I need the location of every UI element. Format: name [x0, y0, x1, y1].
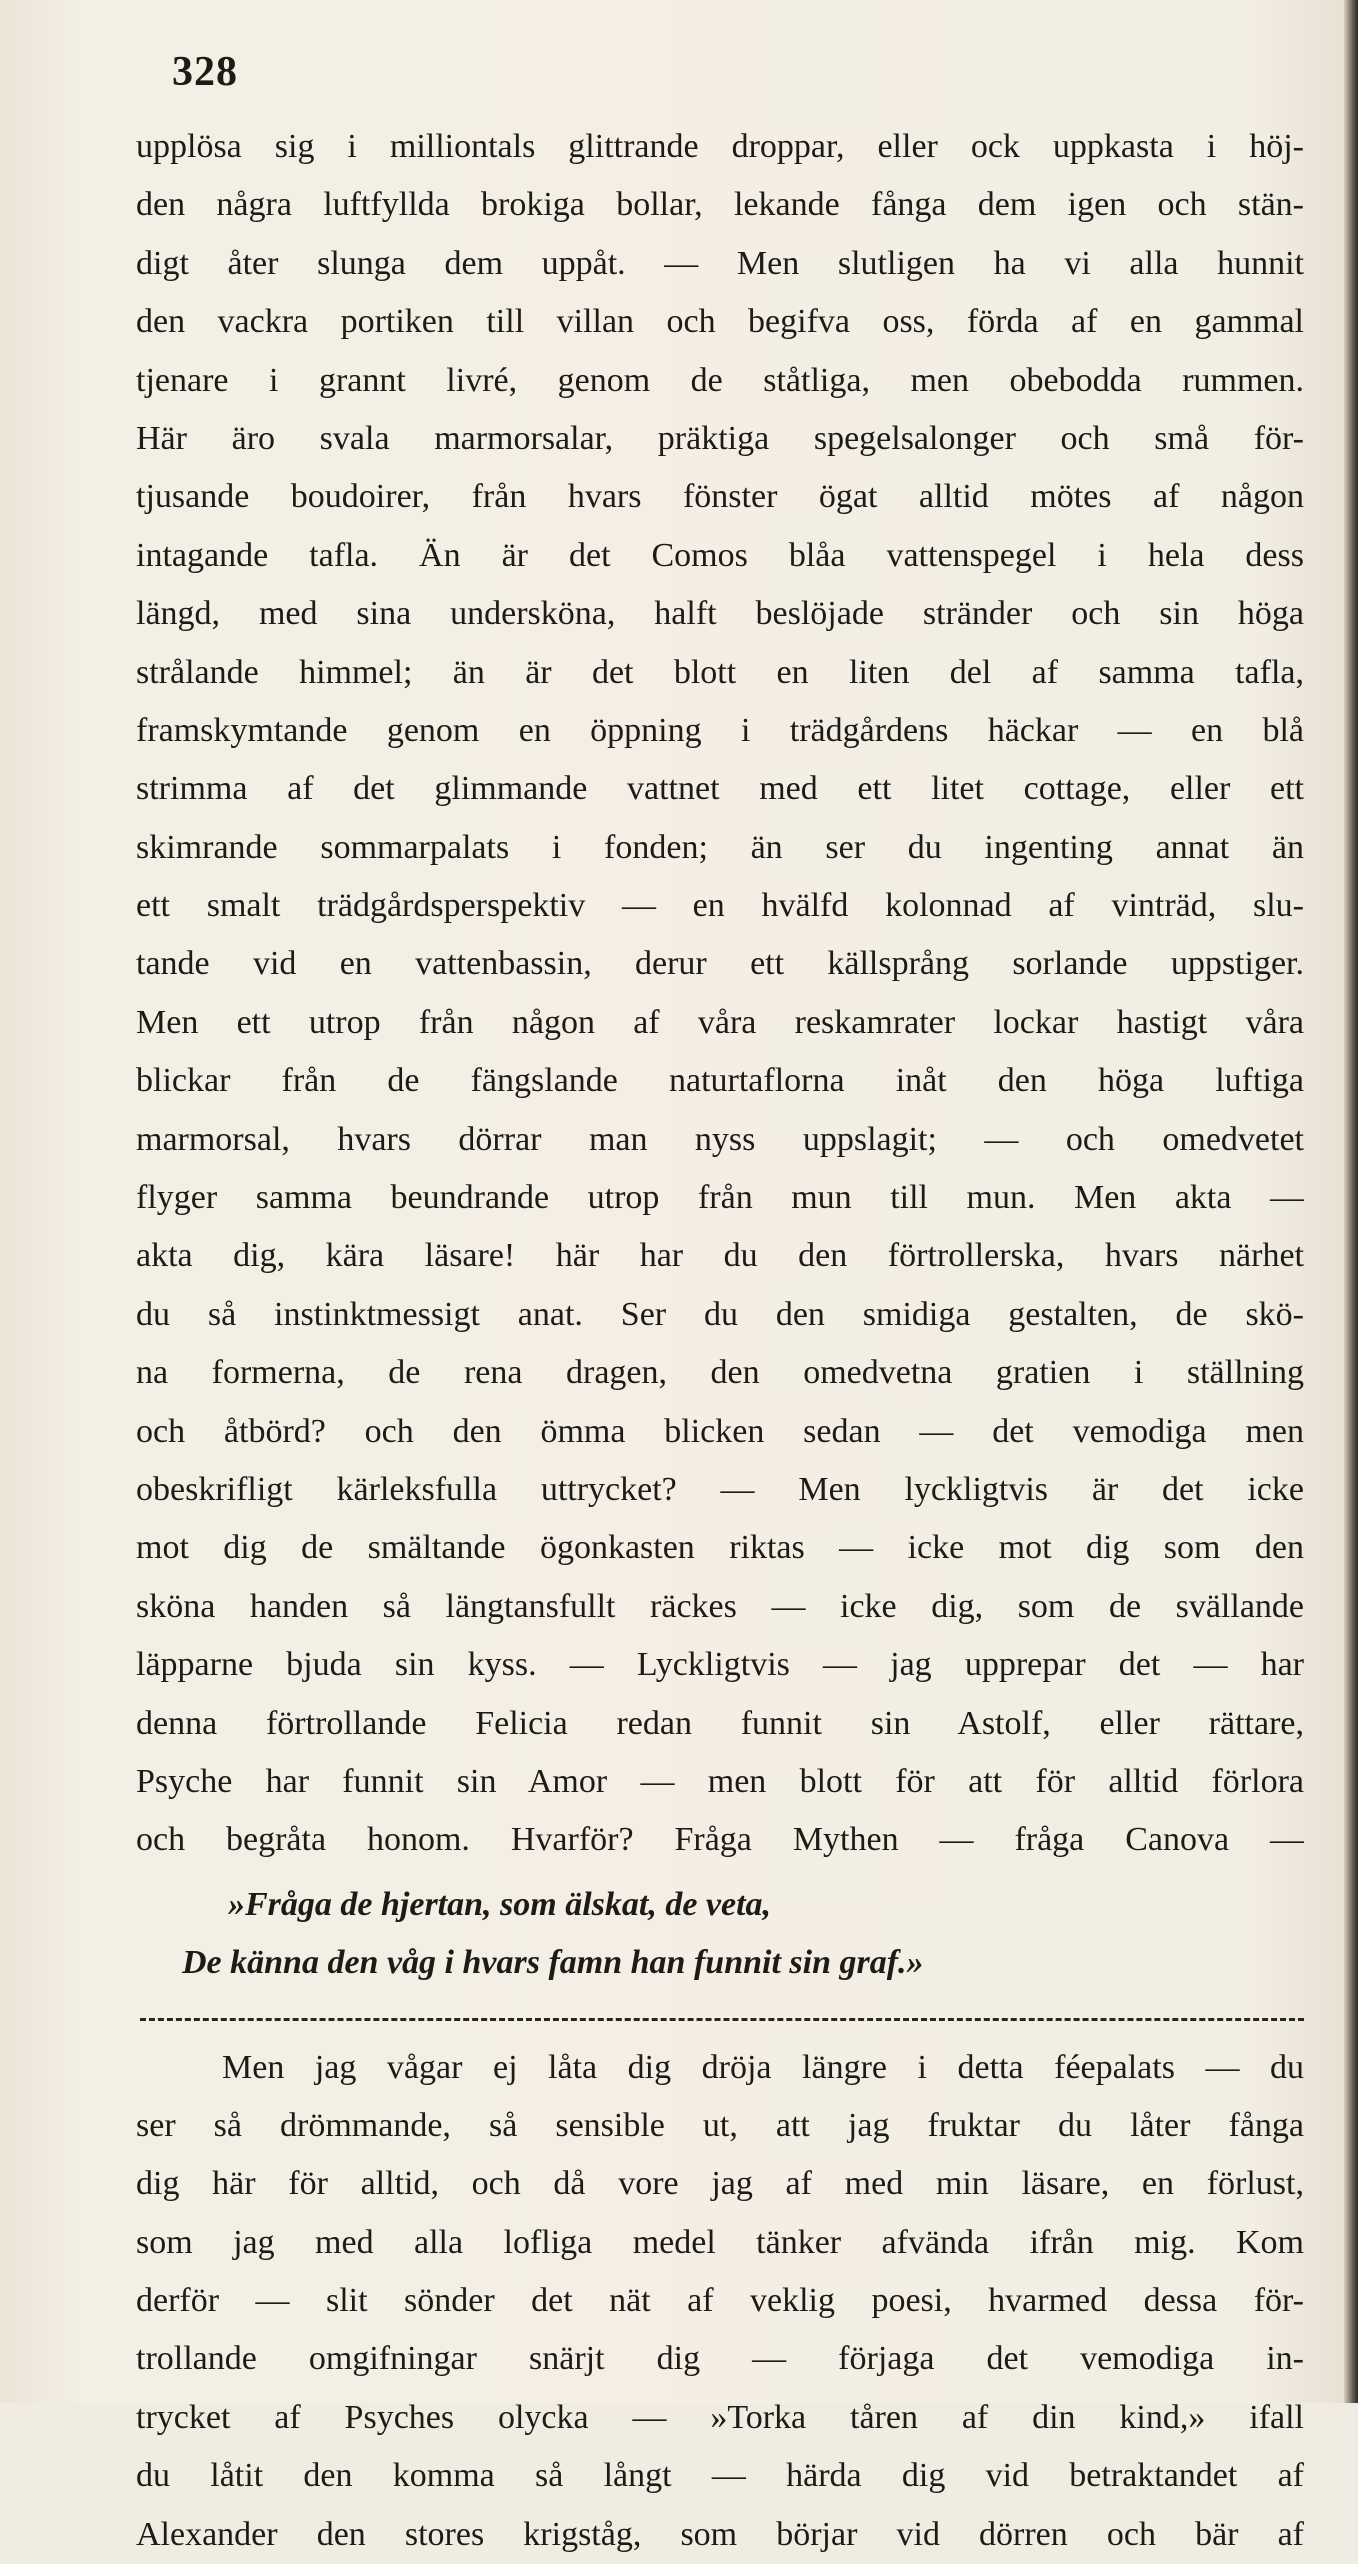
text-line: mot dig de smältande ögonkasten riktas — icke mot dig som den — [136, 1519, 1304, 1577]
page-text — [136, 118, 1304, 2564]
text-line: upplösa sig i milliontals glittrande droppar, eller ock uppkasta i höj- — [136, 118, 1304, 176]
text-line: den vackra portiken till villan och begifva oss, förda af en gammal — [136, 293, 1304, 351]
text-line: framskymtande genom en öppning i trädgårdens häckar — en blå — [136, 702, 1304, 760]
text-line: Psyche har funnit sin Amor — men blott för att för alltid förlora — [136, 1753, 1304, 1811]
text-line: den några luftfyllda brokiga bollar, lekande fånga dem igen och stän- — [136, 176, 1304, 234]
text-line: derför — slit sönder det nät af veklig poesi, hvarmed dessa för- — [136, 2272, 1304, 2330]
text-line: trollande omgifningar snärjt dig — förjaga det vemodiga in- — [136, 2330, 1304, 2388]
text-line: dig här för alltid, och då vore jag af med min läsare, en förlust, — [136, 2155, 1304, 2213]
text-line: du låtit den komma så långt — härda dig vid betraktandet af — [136, 2447, 1304, 2505]
text-line: obeskrifligt kärleksfulla uttrycket? — Men lyckligtvis är det icke — [136, 1461, 1304, 1519]
text-line: som jag med alla lofliga medel tänker afvända ifrån mig. Kom — [136, 2214, 1304, 2272]
text-line: tjenare i grannt livré, genom de ståtliga, men obebodda rummen. — [136, 352, 1304, 410]
text-line: tjusande boudoirer, från hvars fönster ögat alltid mötes af någon — [136, 468, 1304, 526]
text-line: intagande tafla. Än är det Comos blåa vattenspegel i hela dess — [136, 527, 1304, 585]
text-line: du så instinktmessigt anat. Ser du den smidiga gestalten, de skö- — [136, 1286, 1304, 1344]
text-line: denna förtrollande Felicia redan funnit sin Astolf, eller rättare, — [136, 1695, 1304, 1753]
text-line: längd, med sina undersköna, halft beslöjade stränder och sin höga — [136, 585, 1304, 643]
paragraph-1 — [136, 118, 1304, 1870]
text-line: och åtbörd? och den ömma blicken sedan — det vemodiga men — [136, 1403, 1304, 1461]
text-line: sköna handen så längtansfullt räckes — icke dig, som de svällande — [136, 1578, 1304, 1636]
text-line: Alexander den stores krigståg, som börjar vid dörren och bär af — [136, 2506, 1304, 2564]
text-line: läpparne bjuda sin kyss. — Lyckligtvis — jag upprepar det — har — [136, 1636, 1304, 1694]
text-line: strålande himmel; än är det blott en liten del af samma tafla, — [136, 644, 1304, 702]
text-line: ser så drömmande, så sensible ut, att jag fruktar du låter fånga — [136, 2097, 1304, 2155]
poem-line: »Fråga de hjertan, som älskat, de veta, — [136, 1876, 1304, 1934]
text-line: digt åter slunga dem uppåt. — Men slutligen ha vi alla hunnit — [136, 235, 1304, 293]
text-line: Men ett utrop från någon af våra reskamrater lockar hastigt våra — [136, 994, 1304, 1052]
text-line: akta dig, kära läsare! här har du den förtrollerska, hvars närhet — [136, 1227, 1304, 1285]
text-line: Här äro svala marmorsalar, präktiga spegelsalonger och små för- — [136, 410, 1304, 468]
paragraph-2 — [136, 2039, 1304, 2564]
page-edge-shadow — [1344, 0, 1358, 2403]
text-line: blickar från de fängslande naturtaflorna inåt den höga luftiga — [136, 1052, 1304, 1110]
text-line: ett smalt trädgårdsperspektiv — en hvälfd kolonnad af vinträd, slu- — [136, 877, 1304, 935]
text-line: marmorsal, hvars dörrar man nyss uppslagit; — och omedvetet — [136, 1111, 1304, 1169]
poem-line: De känna den våg i hvars famn han funnit sin graf.» — [136, 1934, 1304, 1992]
text-line: flyger samma beundrande utrop från mun till mun. Men akta — — [136, 1169, 1304, 1227]
text-line: Men jag vågar ej låta dig dröja längre i detta féepalats — du — [136, 2039, 1304, 2097]
page-number: 328 — [172, 48, 238, 96]
text-line: skimrande sommarpalats i fonden; än ser du ingenting annat än — [136, 819, 1304, 877]
text-line: tande vid en vattenbassin, derur ett källsprång sorlande uppstiger. — [136, 935, 1304, 993]
text-line: strimma af det glimmande vattnet med ett litet cottage, eller ett — [136, 760, 1304, 818]
text-line: och begråta honom. Hvarför? Fråga Mythen — fråga Canova — — [136, 1811, 1304, 1869]
text-line: na formerna, de rena dragen, den omedvetna gratien i ställning — [136, 1344, 1304, 1402]
text-line: trycket af Psyches olycka — »Torka tåren af din kind,» ifall — [136, 2389, 1304, 2447]
dashed-divider — [136, 1999, 1304, 2039]
poem-quote — [136, 1876, 1304, 1993]
